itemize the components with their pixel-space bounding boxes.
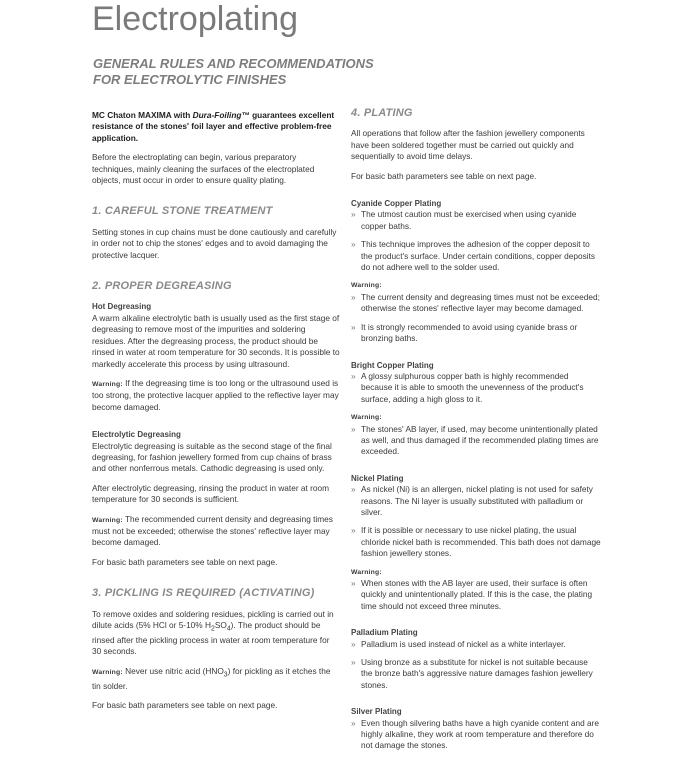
list-item [351, 639, 601, 650]
list-item-text: It is strongly recommended to avoid using cyanide brass or bronzing baths. [361, 321, 578, 344]
right-column [351, 108, 601, 759]
bullet-icon: » [351, 239, 356, 250]
list-item-text: If it is possible or necessary to use nickel plating, the usual chloride nickel bath is recommended. This bath does not damage fashion jewellery stones. [361, 525, 601, 559]
list-item-text: The stones' AB layer, if used, may become unintentionally plated as well, and thus damaged if the recommended plating times are exceeded. [361, 423, 599, 457]
bullet-icon: » [351, 525, 356, 536]
stone-treatment-text: Setting stones in cup chains must be done cautiously and carefully in order not to chip the stones' edges and to avoid damaging the protective lacquer. [92, 226, 337, 260]
section-heading-plating: 4. PLATING [351, 107, 413, 119]
page-subtitle [93, 56, 374, 88]
subheading-silver: Silver Plating [351, 707, 402, 717]
subtitle-line-2: FOR ELECTROLYTIC FINISHES [93, 72, 287, 87]
bullet-icon: » [351, 657, 356, 668]
bullet-icon: » [351, 291, 356, 302]
bullet-icon: » [351, 209, 356, 220]
subscript: 3 [223, 671, 228, 679]
pickling-text-b: SO [214, 620, 227, 630]
list-item-text: This technique improves the adhesion of the copper deposit to the product's surface. Under certain conditions, copper deposits do not adhere well to the solder used. [361, 239, 596, 273]
section-heading-pickling: 3. PICKLING IS REQUIRED (ACTIVATING) [92, 587, 315, 600]
pickling-text-a: To remove oxides and soldering residues, pickling is carried out in dilute acids (5% HCl or 5-10% H [92, 608, 334, 630]
pickling-text-c: ). The product should be rinsed after the pickling process in water at room temperature for 30 seconds. [92, 620, 330, 657]
pickling-text [92, 609, 340, 658]
section-heading-degreasing: 2. PROPER DEGREASING [92, 280, 232, 293]
intro-paragraph: Before the electroplating can begin, various preparatory techniques, mainly cleaning the surfaces of the electroplated objects, must occur in order to ensure quality plating. [92, 152, 315, 186]
bullet-icon: » [351, 321, 356, 332]
list-item [351, 239, 601, 273]
subheading-bright-copper: Bright Copper Plating [351, 360, 434, 370]
pickling-warning [92, 666, 340, 692]
warning-text: The recommended current density and degreasing times must not be exceeded; otherwise the stones' reflective layer may become damaged. [92, 513, 333, 548]
bullet-icon: » [351, 484, 356, 495]
list-item [351, 484, 601, 518]
list-item-text: Using bronze as a substitute for nickel is not suitable because the bronze bath's aggressive nature damages fashion jewellery stones. [361, 657, 593, 690]
list-item [351, 578, 601, 612]
list-item-text: A glossy sulphurous copper bath is highly recommended because it is able to smooth the unevenness of the product's surface, adding a high gloss to it. [361, 370, 584, 404]
electrolytic-degreasing-text: Electrolytic degreasing is suitable as the second stage of the final degreasing, for fashion jewellery formed from cup chains of brass and other nonferrous metals. Cathodic degreasing is used only. [92, 440, 332, 474]
list-item-text: Palladium is used instead of nickel as a white interlayer. [361, 638, 566, 649]
warning-label: Warning: [92, 380, 123, 388]
subheading-palladium: Palladium Plating [351, 628, 418, 638]
list-item [351, 209, 601, 232]
warning-label: Warning: [351, 568, 382, 576]
list-item-text: The current density and degreasing times must not be exceeded; otherwise the stones' reflective layer may become damaged. [361, 291, 600, 314]
list-item [351, 292, 601, 315]
list-item [351, 657, 601, 691]
basic-bath-note: For basic bath parameters see table on next page. [92, 556, 278, 567]
bullet-icon: » [351, 578, 356, 588]
subheading-hot-degreasing: Hot Degreasing [92, 302, 152, 312]
warning-text: If the degreasing time is too long or the ultrasound used is too strong, the protective lacquer applied to the reflective layer may become damaged. [92, 377, 339, 412]
list-item [351, 424, 601, 458]
warning-label: Warning: [351, 414, 382, 422]
subheading-electrolytic-degreasing: Electrolytic Degreasing [92, 430, 181, 440]
subheading-cyanide-copper: Cyanide Copper Plating [351, 199, 442, 209]
brand-name: Dura-Foiling™ [192, 110, 250, 120]
lead-paragraph [92, 110, 340, 144]
list-item-text: When stones with the AB layer are used, their surface is often quickly and unintentionally plated. If this is the case, the plating time should not exceed three minutes. [361, 578, 593, 611]
warning-text-a: Never use nitric acid (HNO [122, 665, 224, 676]
warning-text-b: ) for pickling as it etches the tin solder. [92, 665, 331, 691]
warning-label: Warning: [92, 516, 123, 524]
list-item-text: As nickel (Ni) is an allergen, nickel plating is not used for safety reasons. The Ni layer is usually substituted with palladium or silver. [361, 484, 593, 517]
bullet-icon: » [351, 370, 356, 381]
basic-bath-note: For basic bath parameters see table on next page. [92, 700, 278, 711]
list-item-text: Even though silvering baths have a high cyanide content and are highly alkaline, they work at room temperature and therefore do not damage the stones. [361, 717, 600, 751]
subscript: 4 [226, 625, 231, 633]
lead-text-end: guarantees excellent resistance of the stones' foil layer and effective problem-free application. [92, 110, 335, 143]
list-item [351, 718, 601, 752]
page-title: Electroplating [92, 0, 299, 38]
list-item [351, 322, 601, 345]
hot-degreasing-warning [92, 378, 340, 413]
left-column [92, 110, 340, 720]
subheading-nickel: Nickel Plating [351, 473, 404, 483]
lead-text: MC Chaton MAXIMA with [92, 110, 193, 120]
basic-bath-note: For basic bath parameters see table on next page. [351, 170, 537, 181]
subscript: 2 [210, 625, 215, 633]
list-item-text: The utmost caution must be exercised when using cyanide copper baths. [361, 209, 577, 231]
list-item [351, 525, 601, 559]
bullet-icon: » [351, 638, 356, 649]
bullet-icon: » [351, 717, 356, 728]
section-heading-stone-treatment: 1. CAREFUL STONE TREATMENT [92, 205, 273, 218]
warning-label: Warning: [351, 282, 382, 290]
list-item [351, 371, 601, 405]
warning-label: Warning: [92, 668, 123, 676]
subtitle-line-1: GENERAL RULES AND RECOMMENDATIONS [93, 56, 374, 71]
bullet-icon: » [351, 423, 356, 434]
plating-text: All operations that follow after the fashion jewellery components have been soldered together must be carried out quickly and sequentially to avoid time delays. [351, 128, 585, 162]
hot-degreasing-text: A warm alkaline electrolytic bath is usually used as the first stage of degreasing to remove most of the impurities and soldering residues. After the degreasing process, the product should be rinsed in water at room temperature for 30 seconds. It is possible to markedly accelerate this process by using ultrasound. [92, 312, 340, 369]
electrolytic-degreasing-text-2: After electrolytic degreasing, rinsing the product in water at room temperature for 30 seconds is sufficient. [92, 482, 330, 505]
electrolytic-degreasing-warning [92, 514, 340, 549]
